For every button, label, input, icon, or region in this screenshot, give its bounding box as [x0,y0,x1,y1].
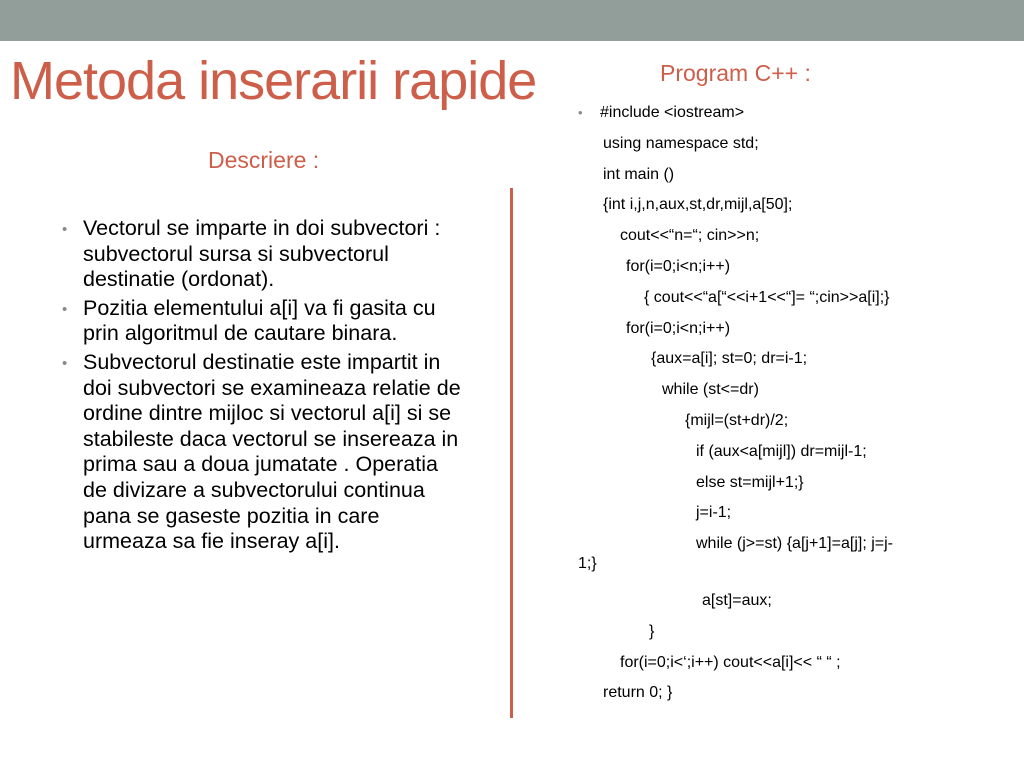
bullet-icon: • [578,105,583,120]
description-item [62,296,462,347]
code-line [578,617,1018,648]
program-heading: Program C++ : [660,60,811,86]
code-line-text: else st=mijl+1;} [696,473,804,491]
bullet-icon: • [62,300,68,318]
code-line-text: {mijl=(st+dr)/2; [685,411,789,429]
code-line [578,529,1018,573]
code-line [578,468,1018,499]
code-line [578,498,1018,529]
code-line [578,252,1018,283]
code-line [578,678,1018,709]
code-line [578,160,1018,191]
code-line [578,283,1018,314]
code-line-text: return 0; } [603,684,673,702]
code-line-text: for(i=0;i<n;i++) [626,257,731,275]
slide-title: Metoda inserarii rapide [10,51,537,111]
description-text: Pozitia elementului a[i] va fi gasita cu prin algoritmul de cautare binara. [83,295,436,346]
code-line-text: {aux=a[i]; st=0; dr=i-1; [651,350,808,368]
description-item [62,216,462,293]
code-line-text: for(i=0;i<n;i++) [626,319,731,337]
code-line-text: #include <iostream> [600,104,745,121]
code-line-text: { cout<<“a[“<<i+1<<“]= “;cin>>a[i];} [644,288,890,306]
description-text: Vectorul se imparte in doi subvectori : subvectorul sursa si subvectorul destinatie (ordonat). [83,216,441,292]
code-line-text: } [649,622,655,640]
code-line [578,648,1018,679]
description-text: Subvectorul destinatie este impartit in doi subvectori se examineaza relatie de ordine dintre mijloc si vectorul a[i] si se stabileste daca vectorul se insereaza in prima sau a doua jumatate . Operatia de divizare a subvectorului continua pana se gaseste pozitia in care urmeaza sa fie inseray a[i]. [83,349,461,554]
code-line-text: using namespace std; [603,134,759,152]
code-line-text: {int i,j,n,aux,st,dr,mijl,a[50]; [603,196,793,214]
top-bar [0,0,1024,41]
description-list [62,216,462,558]
code-line [578,406,1018,437]
code-line-text: int main () [603,165,675,183]
code-line-text: while (j>=st) {a[j+1]=a[j]; j=j- [696,535,893,553]
code-line [578,344,1018,375]
code-line-text: cout<<“n=“; cin>>n; [620,227,760,245]
code-line-text: while (st<=dr) [662,381,759,399]
description-heading: Descriere : [208,147,320,173]
code-line [578,586,1018,617]
code-line [578,375,1018,406]
code-line [578,221,1018,252]
code-line-continuation: 1;} [578,555,597,573]
code-line [578,190,1018,221]
code-line [578,314,1018,345]
code-line-text: j=i-1; [696,504,732,522]
code-line-text: for(i=0;i<‘;i++) cout<<a[i]<< “ “ ; [620,653,841,671]
code-line [578,98,1018,129]
bullet-icon: • [62,221,68,238]
code-line [578,129,1018,160]
code-line [578,437,1018,468]
bullet-icon: • [62,354,68,372]
code-line-text: a[st]=aux; [702,591,772,609]
description-item [62,350,462,555]
code-line-text: if (aux<a[mijl]) dr=mijl-1; [696,442,867,460]
code-listing [578,98,1018,709]
column-divider [510,188,513,718]
